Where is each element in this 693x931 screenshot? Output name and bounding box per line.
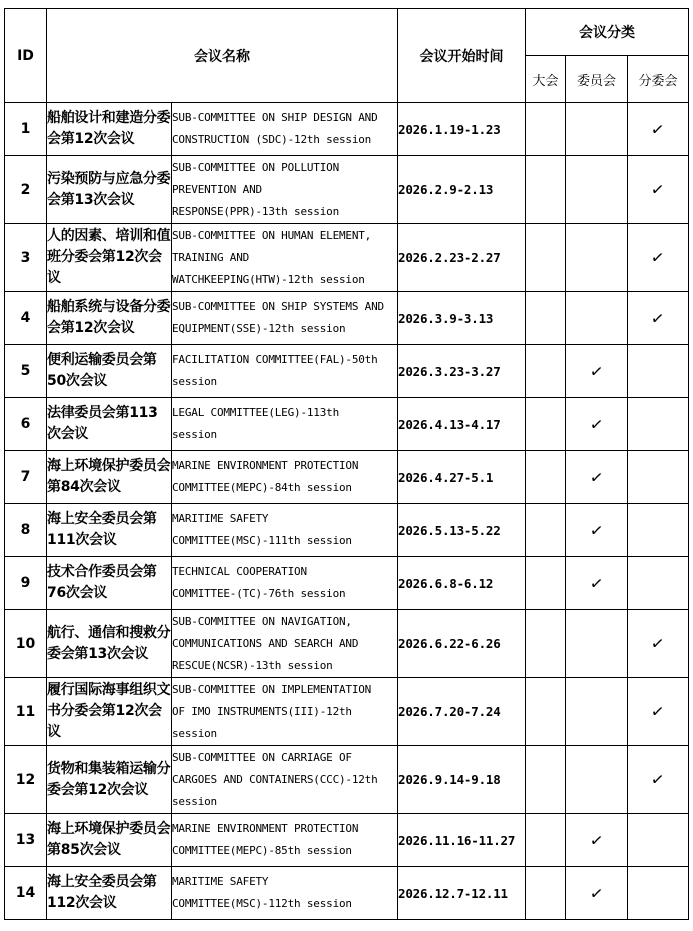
meeting-name-cn: 海上环境保护委员会第84次会议	[47, 451, 172, 504]
table-row	[5, 156, 689, 224]
category-assembly-cell	[526, 398, 566, 451]
category-committee-cell	[566, 398, 628, 451]
category-subcommittee-cell	[628, 746, 689, 814]
meeting-date: 2026.6.8-6.12	[398, 557, 526, 610]
meeting-name-cn: 人的因素、培训和值班分委会第12次会议	[47, 224, 172, 292]
row-id: 4	[5, 292, 47, 345]
category-committee-cell	[566, 103, 628, 156]
category-committee-cell	[566, 746, 628, 814]
row-id: 13	[5, 814, 47, 867]
meeting-name-cn: 便利运输委员会第50次会议	[47, 345, 172, 398]
table-row	[5, 103, 689, 156]
meeting-name-en-line: SUB-COMMITTEE ON POLLUTION	[172, 160, 339, 174]
table-row	[5, 746, 689, 814]
meeting-name-cn: 污染预防与应急分委会第13次会议	[47, 156, 172, 224]
meeting-name-en-line: COMMITTEE(MSC)-111th session	[172, 534, 352, 547]
meeting-name-en-line: session	[172, 375, 217, 388]
meeting-name-en-line: OF IMO INSTRUMENTS(III)-12th	[172, 704, 352, 718]
header-category: 会议分类	[526, 9, 689, 56]
meeting-name-cn: 海上安全委员会第112次会议	[47, 867, 172, 920]
category-committee-cell	[566, 814, 628, 867]
category-committee-cell	[566, 224, 628, 292]
meeting-name-cn: 航行、通信和搜救分委会第13次会议	[47, 610, 172, 678]
category-committee-cell	[566, 610, 628, 678]
check-mark-icon: ✓	[588, 466, 605, 488]
meeting-name-en	[172, 103, 398, 156]
check-mark-icon: ✓	[588, 882, 605, 904]
header-committee: 委员会	[566, 56, 628, 103]
check-mark-icon: ✓	[588, 519, 605, 541]
row-id: 9	[5, 557, 47, 610]
row-id: 5	[5, 345, 47, 398]
category-assembly-cell	[526, 867, 566, 920]
meeting-date: 2026.12.7-12.11	[398, 867, 526, 920]
table-row	[5, 451, 689, 504]
category-committee-cell	[566, 504, 628, 557]
row-id: 1	[5, 103, 47, 156]
meeting-name-cn: 海上安全委员会第111次会议	[47, 504, 172, 557]
meeting-name-en-line: SUB-COMMITTEE ON NAVIGATION,	[172, 614, 352, 628]
category-committee-cell	[566, 292, 628, 345]
meeting-name-cn: 履行国际海事组织文书分委会第12次会议	[47, 678, 172, 746]
table-row	[5, 610, 689, 678]
header-subcommittee: 分委会	[628, 56, 689, 103]
meeting-name-cn: 技术合作委员会第76次会议	[47, 557, 172, 610]
meeting-name-en-line: RESPONSE(PPR)-13th session	[172, 204, 339, 218]
category-committee-cell	[566, 451, 628, 504]
row-id: 10	[5, 610, 47, 678]
meeting-date: 2026.2.9-2.13	[398, 156, 526, 224]
meeting-name-en-line: COMMITTEE(MEPC)-85th session	[172, 844, 352, 857]
check-mark-icon: ✓	[588, 413, 605, 435]
meeting-name-en-line: COMMITTEE(MEPC)-84th session	[172, 481, 352, 494]
table-row	[5, 398, 689, 451]
check-mark-icon: ✓	[650, 633, 666, 654]
meeting-name-en-line: session	[172, 428, 217, 441]
meeting-name-en	[172, 224, 398, 292]
meeting-name-en-line: SUB-COMMITTEE ON SHIP DESIGN AND	[172, 111, 378, 124]
category-committee-cell	[566, 345, 628, 398]
check-mark-icon: ✓	[650, 701, 666, 722]
row-id: 12	[5, 746, 47, 814]
meeting-name-en	[172, 678, 398, 746]
meeting-name-en-line: MARINE ENVIRONMENT PROTECTION	[172, 459, 359, 472]
row-id: 14	[5, 867, 47, 920]
meeting-name-en	[172, 504, 398, 557]
row-id: 7	[5, 451, 47, 504]
category-assembly-cell	[526, 103, 566, 156]
category-committee-cell	[566, 156, 628, 224]
meeting-name-en-line: SUB-COMMITTEE ON IMPLEMENTATION	[172, 682, 372, 696]
row-id: 2	[5, 156, 47, 224]
table-row	[5, 814, 689, 867]
check-mark-icon: ✓	[650, 247, 666, 268]
check-mark-icon: ✓	[650, 307, 666, 329]
meeting-name-en	[172, 610, 398, 678]
meeting-name-en-line: LEGAL COMMITTEE(LEG)-113th	[172, 406, 339, 419]
category-assembly-cell	[526, 451, 566, 504]
meeting-name-cn: 海上环境保护委员会第85次会议	[47, 814, 172, 867]
meeting-name-en-line: COMMUNICATIONS AND SEARCH AND	[172, 636, 359, 650]
header-meeting-name: 会议名称	[47, 9, 398, 103]
meeting-name-en	[172, 557, 398, 610]
meeting-name-en-line: SUB-COMMITTEE ON CARRIAGE OF	[172, 750, 352, 764]
category-subcommittee-cell	[628, 814, 689, 867]
meeting-name-en-line: RESCUE(NCSR)-13th session	[172, 658, 333, 672]
meeting-name-en-line: SUB-COMMITTEE ON SHIP SYSTEMS AND	[172, 300, 384, 313]
meeting-name-en-line: WATCHKEEPING(HTW)-12th session	[172, 272, 365, 286]
table-row	[5, 678, 689, 746]
meeting-name-en-line: COMMITTEE-(TC)-76th session	[172, 587, 346, 600]
table-row	[5, 504, 689, 557]
meeting-name-en-line: CARGOES AND CONTAINERS(CCC)-12th	[172, 772, 378, 786]
meeting-date: 2026.4.27-5.1	[398, 451, 526, 504]
category-assembly-cell	[526, 292, 566, 345]
table-row	[5, 224, 689, 292]
category-committee-cell	[566, 678, 628, 746]
category-assembly-cell	[526, 814, 566, 867]
meeting-name-cn: 船舶系统与设备分委会第12次会议	[47, 292, 172, 345]
meeting-name-en	[172, 867, 398, 920]
category-subcommittee-cell	[628, 224, 689, 292]
category-subcommittee-cell	[628, 610, 689, 678]
row-id: 8	[5, 504, 47, 557]
meeting-name-en-line: TECHNICAL COOPERATION	[172, 565, 307, 578]
category-assembly-cell	[526, 678, 566, 746]
meeting-name-en-line: COMMITTEE(MSC)-112th session	[172, 897, 352, 910]
category-assembly-cell	[526, 156, 566, 224]
meeting-date: 2026.6.22-6.26	[398, 610, 526, 678]
category-assembly-cell	[526, 224, 566, 292]
meeting-name-en	[172, 814, 398, 867]
check-mark-icon: ✓	[588, 360, 605, 382]
meeting-name-en-line: PREVENTION AND	[172, 182, 262, 196]
category-assembly-cell	[526, 746, 566, 814]
check-mark-icon: ✓	[650, 179, 666, 200]
meeting-name-en-line: FACILITATION COMMITTEE(FAL)-50th	[172, 353, 378, 366]
meeting-date: 2026.4.13-4.17	[398, 398, 526, 451]
meeting-name-en-line: EQUIPMENT(SSE)-12th session	[172, 322, 346, 335]
meeting-name-cn: 船舶设计和建造分委会第12次会议	[47, 103, 172, 156]
category-subcommittee-cell	[628, 678, 689, 746]
meeting-name-en	[172, 451, 398, 504]
row-id: 11	[5, 678, 47, 746]
meeting-name-en-line: MARITIME SAFETY	[172, 512, 269, 525]
check-mark-icon: ✓	[588, 829, 605, 851]
meeting-date: 2026.1.19-1.23	[398, 103, 526, 156]
check-mark-icon: ✓	[650, 118, 666, 140]
category-committee-cell	[566, 557, 628, 610]
category-subcommittee-cell	[628, 292, 689, 345]
meeting-schedule-table	[4, 8, 689, 920]
header-id: ID	[5, 9, 47, 103]
header-start-date: 会议开始时间	[398, 9, 526, 103]
category-subcommittee-cell	[628, 504, 689, 557]
meeting-name-en-line: session	[172, 794, 217, 808]
table-row	[5, 345, 689, 398]
row-id: 3	[5, 224, 47, 292]
meeting-name-en	[172, 292, 398, 345]
meeting-date: 2026.7.20-7.24	[398, 678, 526, 746]
meeting-name-en-line: TRAINING AND	[172, 250, 250, 264]
meeting-name-cn: 货物和集装箱运输分委会第12次会议	[47, 746, 172, 814]
meeting-date: 2026.11.16-11.27	[398, 814, 526, 867]
category-subcommittee-cell	[628, 345, 689, 398]
table-row	[5, 292, 689, 345]
category-subcommittee-cell	[628, 867, 689, 920]
category-subcommittee-cell	[628, 103, 689, 156]
category-subcommittee-cell	[628, 156, 689, 224]
category-committee-cell	[566, 867, 628, 920]
meeting-name-en-line: MARITIME SAFETY	[172, 875, 269, 888]
table-body	[5, 103, 689, 920]
category-assembly-cell	[526, 345, 566, 398]
meeting-name-en-line: CONSTRUCTION (SDC)-12th session	[172, 133, 372, 146]
header-assembly: 大会	[526, 56, 566, 103]
meeting-date: 2026.5.13-5.22	[398, 504, 526, 557]
meeting-date: 2026.3.23-3.27	[398, 345, 526, 398]
category-assembly-cell	[526, 557, 566, 610]
category-subcommittee-cell	[628, 398, 689, 451]
category-assembly-cell	[526, 610, 566, 678]
meeting-date: 2026.3.9-3.13	[398, 292, 526, 345]
meeting-name-en	[172, 345, 398, 398]
category-assembly-cell	[526, 504, 566, 557]
meeting-name-en-line: session	[172, 726, 217, 740]
table-row	[5, 867, 689, 920]
table-row	[5, 557, 689, 610]
meeting-name-cn: 法律委员会第113次会议	[47, 398, 172, 451]
meeting-date: 2026.9.14-9.18	[398, 746, 526, 814]
check-mark-icon: ✓	[588, 572, 605, 594]
meeting-name-en	[172, 746, 398, 814]
category-subcommittee-cell	[628, 451, 689, 504]
meeting-name-en-line: MARINE ENVIRONMENT PROTECTION	[172, 822, 359, 835]
meeting-name-en-line: SUB-COMMITTEE ON HUMAN ELEMENT,	[172, 228, 372, 242]
meeting-name-en	[172, 398, 398, 451]
check-mark-icon: ✓	[650, 769, 666, 790]
row-id: 6	[5, 398, 47, 451]
category-subcommittee-cell	[628, 557, 689, 610]
meeting-name-en	[172, 156, 398, 224]
meeting-date: 2026.2.23-2.27	[398, 224, 526, 292]
